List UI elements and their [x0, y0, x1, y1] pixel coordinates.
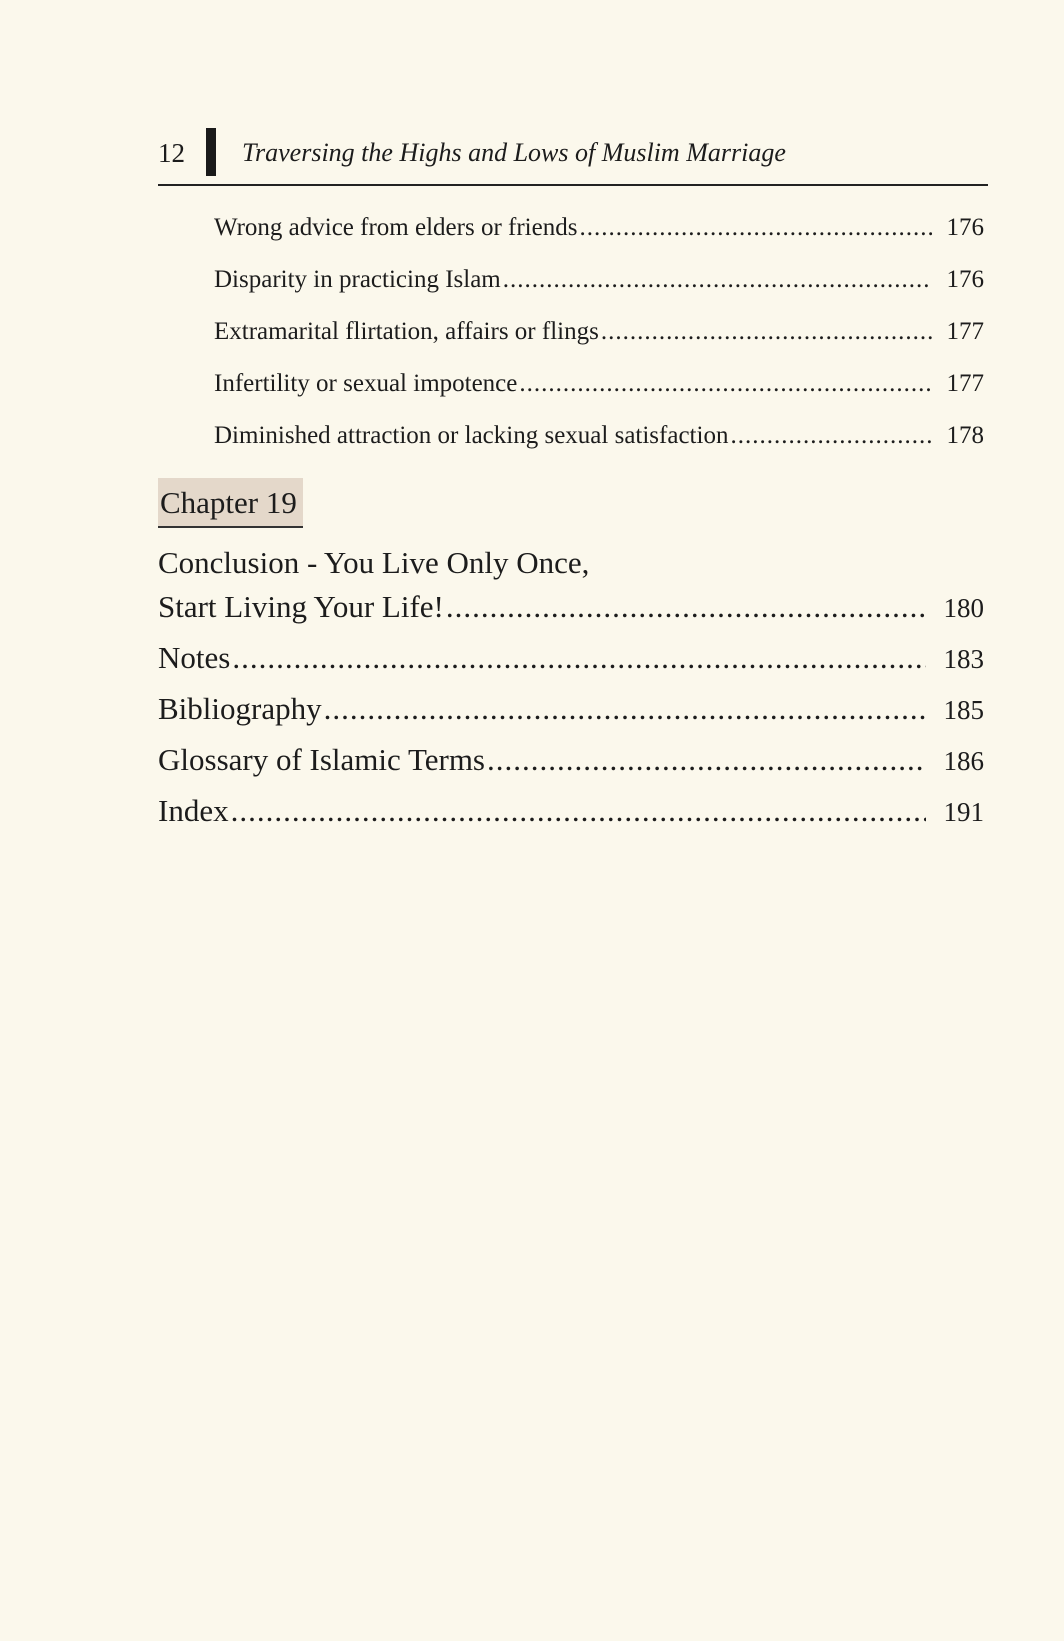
dot-leader — [730, 418, 932, 454]
entry-page: 177 — [946, 370, 984, 397]
entry-page: 176 — [946, 214, 984, 241]
entry-page: 185 — [943, 695, 984, 725]
dot-leader — [579, 210, 932, 246]
entry-page: 183 — [943, 644, 984, 674]
entry-text: Wrong advice from elders or friends — [214, 214, 578, 241]
toc-entry-chapter-title — [158, 586, 984, 637]
dot-leader — [601, 314, 932, 350]
chapter-title-line-2: Start Living Your Life! — [158, 589, 444, 624]
toc-subentry — [214, 262, 984, 314]
subentry-list — [214, 210, 984, 470]
dot-leader — [487, 739, 926, 781]
entry-text: Disparity in practicing Islam — [214, 266, 501, 293]
dot-leader — [231, 790, 926, 832]
toc-entry — [158, 790, 984, 841]
toc-subentry — [214, 366, 984, 418]
dot-leader — [519, 366, 932, 402]
toc-subentry — [214, 210, 984, 262]
entry-text: Glossary of Islamic Terms — [158, 742, 485, 777]
dot-leader — [232, 637, 926, 679]
main-entry-list — [158, 586, 984, 841]
chapter-heading: Chapter 19 — [158, 478, 303, 528]
running-title: Traversing the Highs and Lows of Muslim Marriage — [242, 138, 786, 167]
entry-text: Bibliography — [158, 691, 322, 726]
entry-page: 177 — [946, 318, 984, 345]
toc-entry — [158, 637, 984, 688]
entry-page: 178 — [946, 422, 984, 449]
entry-page: 186 — [943, 746, 984, 776]
header-bar-ornament — [206, 128, 216, 176]
chapter-title-line-1: Conclusion - You Live Only Once, — [158, 545, 590, 580]
entry-text: Infertility or sexual impotence — [214, 370, 518, 397]
dot-leader — [446, 586, 926, 628]
entry-page: 191 — [943, 797, 984, 827]
page-header — [158, 128, 988, 176]
toc-entry — [158, 688, 984, 739]
page-number: 12 — [158, 138, 185, 168]
dot-leader — [503, 262, 932, 298]
toc-subentry — [214, 314, 984, 366]
toc-entry — [158, 739, 984, 790]
entry-page: 180 — [943, 593, 984, 623]
entry-text: Diminished attraction or lacking sexual satisfaction — [214, 422, 729, 449]
entry-page: 176 — [946, 266, 984, 293]
dot-leader — [324, 688, 926, 730]
entry-text: Index — [158, 793, 229, 828]
toc-subentry — [214, 418, 984, 470]
entry-text: Notes — [158, 640, 231, 675]
entry-text: Extramarital flirtation, affairs or flings — [214, 318, 599, 345]
header-rule — [158, 184, 988, 186]
